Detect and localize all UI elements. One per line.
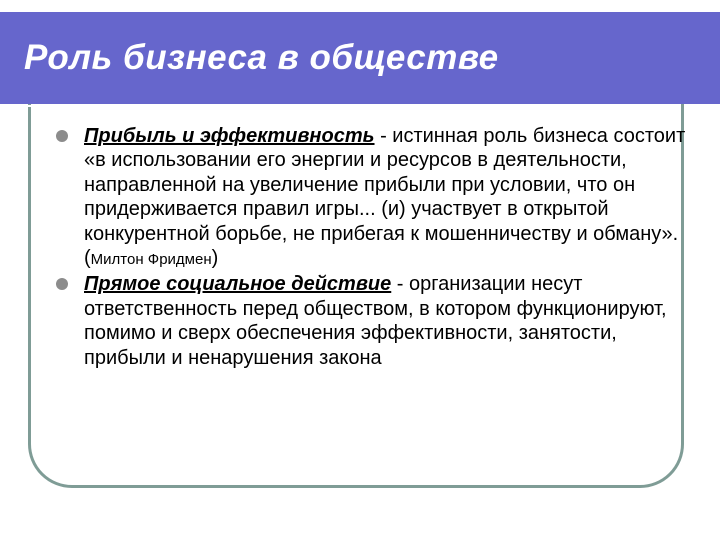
- item-text: - истинная роль бизнеса состоит «в использовании его энергии и ресурсов в деятельности, направленной на увеличение прибыли при условии, что он придерживается правил игры... (и) участвует в открытой конкурентной борьбе, не прибегая к мошенничеству и обману». (: [84, 125, 686, 270]
- slide-body: [56, 124, 704, 370]
- slide-title: Роль бизнеса в обществе: [24, 38, 499, 77]
- title-bar: [0, 12, 720, 104]
- title-underline: [0, 105, 636, 107]
- item-text: - организации несут ответственность перед обществом, в котором функционируют, помимо и сверх обеспечения эффективности, занятости, прибыли и ненарушения закона: [84, 273, 667, 369]
- bullet-item-social-action: [56, 272, 704, 370]
- item-term: Прямое социальное действие: [84, 273, 392, 296]
- item-close: ): [211, 247, 219, 270]
- item-term: Прибыль и эффективность: [84, 125, 375, 147]
- item-source: Милтон Фридмен: [90, 251, 212, 269]
- bullet-item-profit: [56, 124, 704, 272]
- title-bar-corner: [692, 12, 720, 104]
- bullet-dot-icon: [56, 130, 68, 142]
- bullet-dot-icon: [56, 278, 68, 290]
